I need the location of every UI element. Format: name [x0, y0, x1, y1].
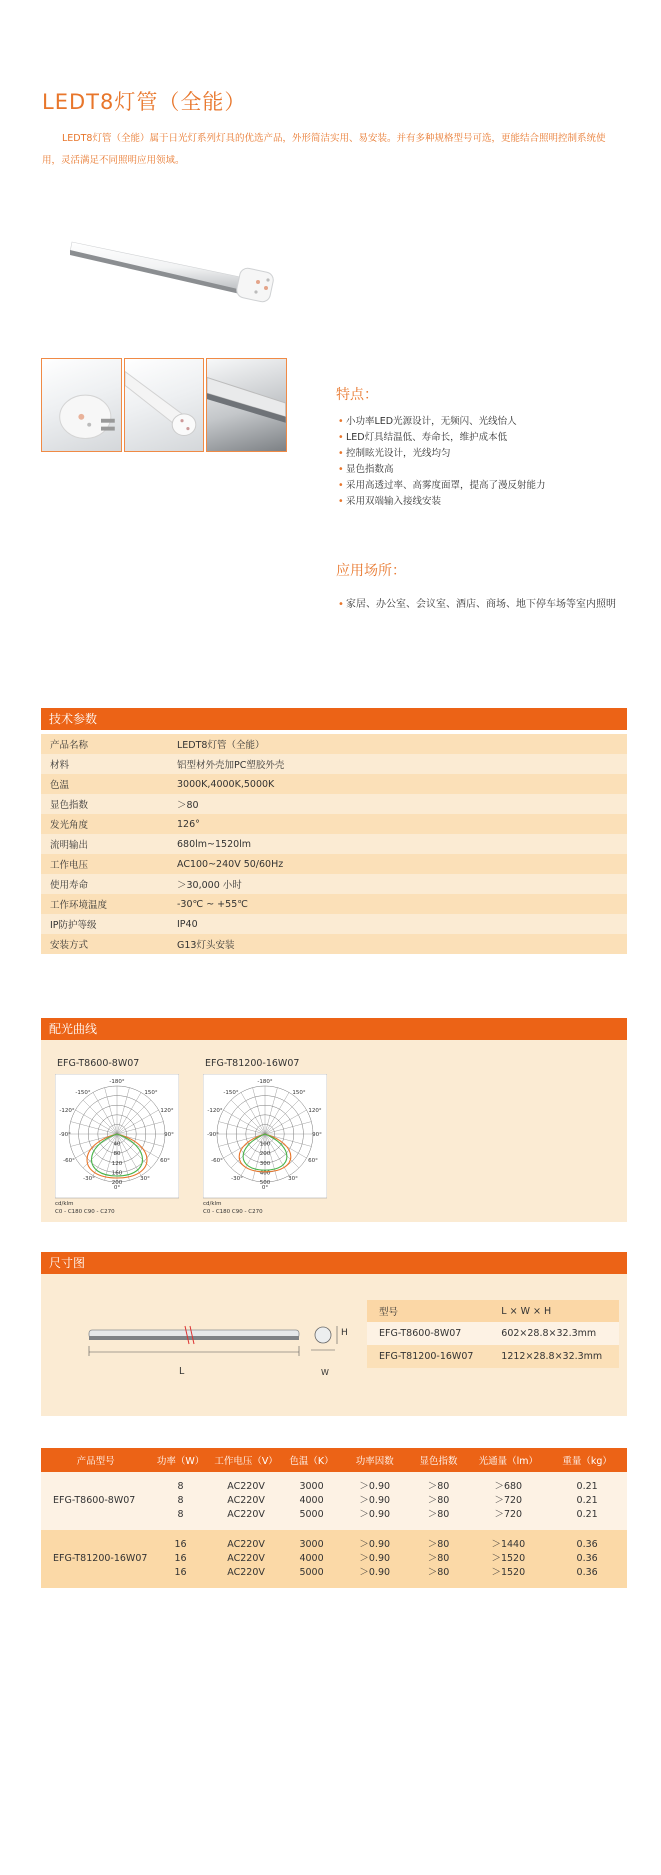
spec-value: G13灯头安装 [168, 934, 627, 954]
product-cell-flux [469, 1472, 547, 1530]
angle-label: 120° [160, 1108, 174, 1114]
product-value: ＞80 [427, 1567, 450, 1578]
product-col-header: 功率（W） [150, 1448, 211, 1472]
product-value: ＞0.90 [359, 1481, 391, 1492]
spec-label: 工作环境温度 [41, 894, 168, 914]
dimension-table [367, 1300, 619, 1368]
spec-value: AC100~240V 50/60Hz [168, 854, 627, 874]
angle-label: 60° [308, 1158, 318, 1164]
thumbnail-tube-end [124, 358, 205, 452]
angle-label: -120° [59, 1108, 75, 1114]
dim-cell: EFG-T81200-16W07 [367, 1345, 489, 1368]
spec-value: ＞80 [168, 794, 627, 814]
angle-label: -180° [257, 1079, 273, 1085]
spec-row [41, 854, 627, 874]
spec-row [41, 754, 627, 774]
product-value: AC220V [227, 1539, 265, 1550]
angle-label: -30° [231, 1176, 243, 1182]
feature-item: • 采用高透过率、高雾度面罩，提高了漫反射能力 [338, 478, 546, 494]
product-value: 8 [177, 1495, 184, 1506]
product-cell-voltage [211, 1530, 282, 1588]
product-cell-pf [342, 1530, 408, 1588]
angle-label: 150° [292, 1090, 306, 1096]
product-cell-flux [469, 1530, 547, 1588]
angle-label: 0° [261, 1185, 269, 1191]
product-cell-cri [408, 1530, 470, 1588]
polar-unit: cd/klm [203, 1201, 222, 1207]
polar-chart-1 [55, 1074, 179, 1214]
product-value: 0.21 [576, 1495, 598, 1506]
product-value: AC220V [227, 1495, 265, 1506]
product-value: AC220V [227, 1509, 265, 1520]
angle-label: -90° [207, 1132, 219, 1138]
product-value: 16 [174, 1539, 187, 1550]
product-value: ＞1520 [491, 1567, 526, 1578]
application-heading: 应用场所： [336, 563, 406, 579]
feature-item: • 小功率LED光源设计，无频闪、光线怡人 [338, 414, 546, 430]
spec-label: 色温 [41, 774, 168, 794]
product-col-header: 显色指数 [408, 1448, 470, 1472]
spec-value: -30℃ ~ +55℃ [168, 894, 627, 914]
product-value: 8 [177, 1481, 184, 1492]
product-row-group [41, 1530, 627, 1588]
spec-label: 使用寿命 [41, 874, 168, 894]
spec-label: 流明输出 [41, 834, 168, 854]
width-label: W [321, 1368, 329, 1377]
product-value: ＞80 [427, 1553, 450, 1564]
curve-model-2: EFG-T81200-16W07 [205, 1058, 300, 1069]
thumbnail-tube-profile [206, 358, 287, 452]
spec-row [41, 774, 627, 794]
angle-label: 30° [288, 1176, 298, 1182]
spec-value: 126° [168, 814, 627, 834]
spec-value: ＞30,000 小时 [168, 874, 627, 894]
ring-label: 160 [111, 1170, 123, 1177]
product-hero-image [70, 220, 290, 320]
angle-label: -150° [223, 1090, 239, 1096]
product-col-header: 色温（K） [281, 1448, 341, 1472]
angle-label: -180° [109, 1079, 125, 1085]
product-value: 4000 [299, 1553, 324, 1564]
application-text: • 家居、办公室、会议室、酒店、商场、地下停车场等室内照明 [338, 590, 636, 620]
product-value: ＞80 [427, 1509, 450, 1520]
spec-label: 产品名称 [41, 734, 168, 754]
ring-label: 100 [259, 1141, 271, 1148]
angle-label: -60° [211, 1158, 223, 1164]
product-value: ＞0.90 [359, 1567, 391, 1578]
features-list [338, 414, 546, 510]
spec-value: 铝型材外壳加PC塑胶外壳 [168, 754, 627, 774]
ring-label: 40 [113, 1141, 121, 1148]
height-label: H [341, 1328, 348, 1338]
product-value: ＞0.90 [359, 1509, 391, 1520]
product-cell-voltage [211, 1472, 282, 1530]
spec-row [41, 734, 627, 754]
product-value: 8 [177, 1509, 184, 1520]
spec-label: 材料 [41, 754, 168, 774]
polar-legend: C0 - C180 C90 - C270 [55, 1209, 115, 1214]
product-value: ＞680 [494, 1481, 523, 1492]
product-cell-weight [547, 1472, 627, 1530]
product-col-header: 光通量（lm） [469, 1448, 547, 1472]
product-model: EFG-T8600-8W07 [41, 1472, 150, 1530]
product-value: 0.36 [576, 1553, 598, 1564]
product-value: ＞1520 [491, 1553, 526, 1564]
angle-label: 120° [308, 1108, 322, 1114]
angle-label: -150° [75, 1090, 91, 1096]
spec-row [41, 914, 627, 934]
product-value: 0.36 [576, 1539, 598, 1550]
specs-table [41, 734, 627, 954]
product-value: ＞0.90 [359, 1553, 391, 1564]
product-cell-weight [547, 1530, 627, 1588]
detail-thumbnails [41, 358, 287, 452]
spec-row [41, 794, 627, 814]
spec-label: 显色指数 [41, 794, 168, 814]
ring-label: 80 [113, 1151, 121, 1158]
spec-label: 安装方式 [41, 934, 168, 954]
length-label: L [179, 1366, 185, 1377]
spec-value: LEDT8灯管（全能） [168, 734, 627, 754]
product-value: ＞80 [427, 1481, 450, 1492]
polar-legend: C0 - C180 C90 - C270 [203, 1209, 263, 1214]
angle-label: 90° [312, 1132, 322, 1138]
product-cell-power [150, 1472, 211, 1530]
light-curve-panel [41, 1040, 627, 1222]
spec-value: 3000K,4000K,5000K [168, 774, 627, 794]
product-value: AC220V [227, 1553, 265, 1564]
features-heading: 特点： [336, 387, 378, 403]
spec-row [41, 834, 627, 854]
feature-item: • 采用双端输入接线安装 [338, 494, 546, 510]
angle-label: -90° [59, 1132, 71, 1138]
ring-label: 500 [259, 1180, 271, 1186]
dim-cell: 602×28.8×32.3mm [489, 1322, 619, 1345]
product-value: 0.21 [576, 1509, 598, 1520]
angle-label: -120° [207, 1108, 223, 1114]
angle-label: -60° [63, 1158, 75, 1164]
polar-unit: cd/klm [55, 1201, 74, 1207]
spec-label: IP防护等级 [41, 914, 168, 934]
spec-value: IP40 [168, 914, 627, 934]
dim-col-size: L × W × H [489, 1300, 619, 1322]
product-col-header: 功率因数 [342, 1448, 408, 1472]
spec-row [41, 814, 627, 834]
product-value: ＞0.90 [359, 1495, 391, 1506]
product-cell-cri [408, 1472, 470, 1530]
feature-item: • LED灯具结温低、寿命长，维护成本低 [338, 430, 546, 446]
spec-value: 680lm~1520lm [168, 834, 627, 854]
spec-label: 发光角度 [41, 814, 168, 834]
angle-label: 0° [113, 1185, 121, 1191]
thumbnail-end-cap [41, 358, 122, 452]
ring-label: 400 [259, 1170, 271, 1177]
dimension-panel [41, 1274, 627, 1416]
product-value: ＞80 [427, 1539, 450, 1550]
angle-label: 150° [144, 1090, 158, 1096]
dim-col-model: 型号 [367, 1300, 489, 1322]
light-curve-header-bar: 配光曲线 [41, 1018, 627, 1040]
product-value: 3000 [299, 1481, 324, 1492]
product-value: 5000 [299, 1509, 324, 1520]
angle-label: -30° [83, 1176, 95, 1182]
intro-paragraph: LEDT8灯管（全能）属于日光灯系列灯具的优选产品，外形简洁实用、易安装。并有多种规格型号可选，更能结合照明控制系统使用，灵活满足不同照明应用领域。 [42, 133, 606, 166]
spec-row [41, 874, 627, 894]
spec-row [41, 894, 627, 914]
product-col-header: 产品型号 [41, 1448, 150, 1472]
product-value: ＞0.90 [359, 1539, 391, 1550]
product-cell-power [150, 1530, 211, 1588]
curve-model-1: EFG-T8600-8W07 [57, 1058, 140, 1069]
product-value: ＞720 [494, 1495, 523, 1506]
product-value: 0.21 [576, 1481, 598, 1492]
ring-label: 300 [259, 1160, 271, 1167]
ring-label: 200 [111, 1180, 123, 1186]
product-value: AC220V [227, 1567, 265, 1578]
spec-label: 工作电压 [41, 854, 168, 874]
product-value: 16 [174, 1553, 187, 1564]
product-cell-cct [281, 1472, 341, 1530]
product-cell-cct [281, 1530, 341, 1588]
product-value: ＞1440 [491, 1539, 526, 1550]
dim-cell: EFG-T8600-8W07 [367, 1322, 489, 1345]
product-cell-pf [342, 1472, 408, 1530]
product-table [41, 1448, 627, 1588]
dim-cell: 1212×28.8×32.3mm [489, 1345, 619, 1368]
feature-item: • 控制眩光设计，光线均匀 [338, 446, 546, 462]
ring-label: 200 [259, 1151, 271, 1158]
angle-label: 90° [164, 1132, 174, 1138]
ring-label: 120 [111, 1160, 123, 1167]
product-col-header: 重量（kg） [547, 1448, 627, 1472]
dimension-header-bar: 尺寸图 [41, 1252, 627, 1274]
product-value: 16 [174, 1567, 187, 1578]
product-col-header: 工作电压（V） [211, 1448, 282, 1472]
angle-label: 60° [160, 1158, 170, 1164]
product-value: 4000 [299, 1495, 324, 1506]
feature-item: • 显色指数高 [338, 462, 546, 478]
product-value: 5000 [299, 1567, 324, 1578]
dimension-drawing [81, 1318, 361, 1388]
product-value: 3000 [299, 1539, 324, 1550]
product-value: ＞80 [427, 1495, 450, 1506]
angle-label: 30° [140, 1176, 150, 1182]
product-model: EFG-T81200-16W07 [41, 1530, 150, 1588]
product-value: 0.36 [576, 1567, 598, 1578]
page-title: LEDT8灯管（全能） [42, 90, 247, 114]
polar-chart-2 [203, 1074, 327, 1214]
product-value: AC220V [227, 1481, 265, 1492]
spec-row [41, 934, 627, 954]
product-row-group [41, 1472, 627, 1530]
product-value: ＞720 [494, 1509, 523, 1520]
specs-header-bar: 技术参数 [41, 708, 627, 730]
